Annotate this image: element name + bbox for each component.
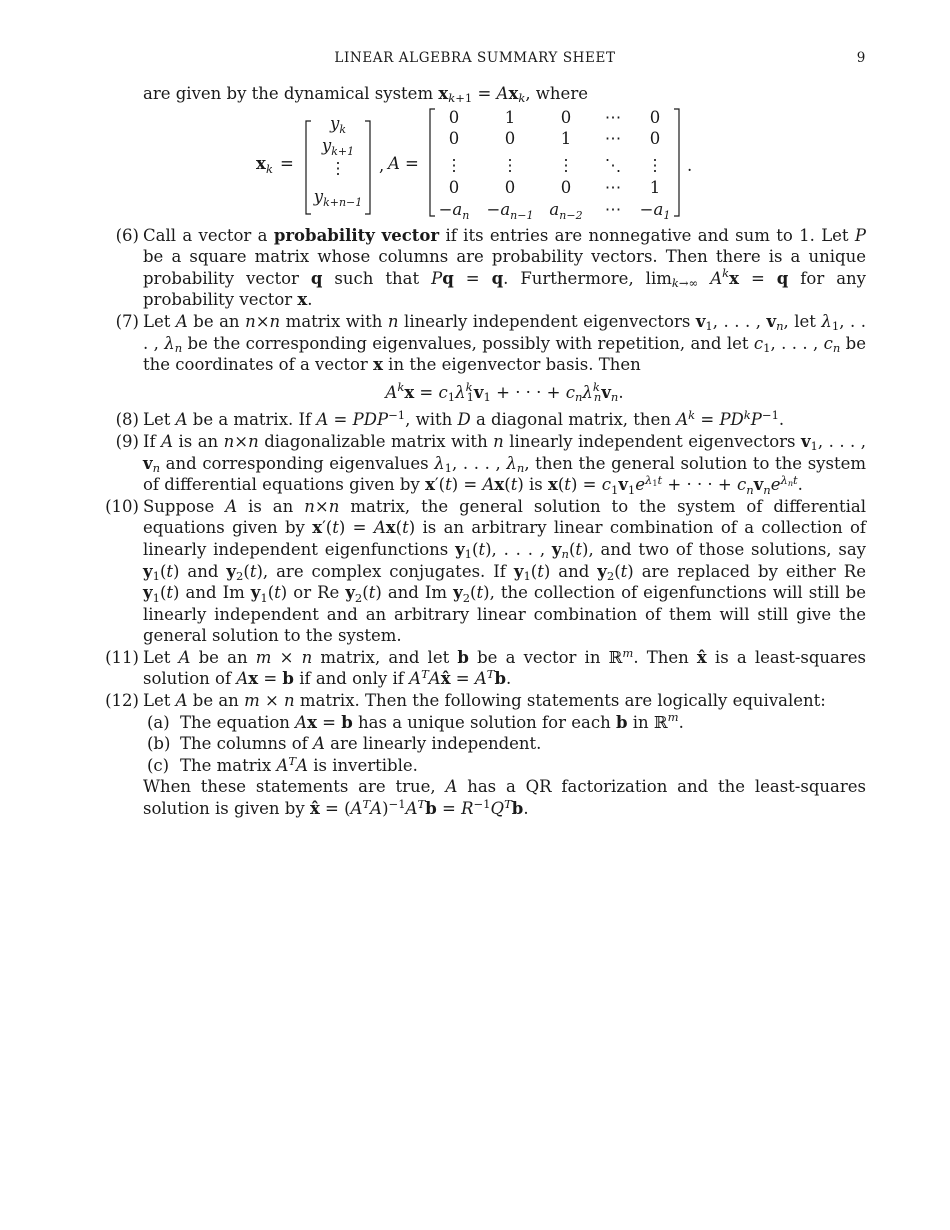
svg-text:=: = <box>405 153 419 173</box>
svg-text:.: . <box>687 155 693 175</box>
item-number: (12) <box>105 691 139 711</box>
item-11: (11) Let A be an m × n matrix, and let b be a vector in ℝ$^m$. Then x̂ is a least-squares solution of Ax = b if and only if $A^TAx̂ = A^Tb$. <box>143 647 866 690</box>
item-number: (10) <box>105 496 139 516</box>
page-body <box>105 83 867 820</box>
sub-item-b: (b) The columns of A are linearly independent. <box>147 734 542 754</box>
svg-text:k: k <box>266 161 273 176</box>
A-label: A <box>388 153 400 173</box>
xk-vector <box>313 114 363 209</box>
item-10: (10) Suppose A is an n×n matrix, the general solution to the system of differential equations given by x′(t) = Ax(t) is an arbitrary linear combination of a collection of linearly independent eigenfunctions $y_1(t)$, . . . , $y_n(t)$, and two of those solutions, say $y_1(t)$ and $y_2(t)$, are complex conjugates. If $y_1(t)$ and $y_2(t)$ are replaced by either Re $y_1(t)$ and Im $y_1(t)$ or Re $y_2(t)$ and Im $y_2(t)$, the collection of eigenfunctions will still be linearly independent and an arbitrary linear combination of them will still give the general solution to the system. <box>143 496 866 647</box>
A-matrix-entry: 0 <box>504 177 516 197</box>
A-matrix-entry: ⋮ <box>646 155 664 175</box>
xk-vector-entry: $y_k$ <box>330 113 346 136</box>
page-number: 9 <box>856 50 866 66</box>
intro-line: are given by the dynamical system $x_{k+1} = Ax_k$, where <box>143 84 588 106</box>
item-number: (9) <box>115 431 139 451</box>
A-matrix-entry: 0 <box>448 177 460 197</box>
item-8: (8) Let A be a matrix. If $A = PDP^{-1}$, with D a diagonal matrix, then $A^k = PD^kP^{-1}$. <box>143 409 866 431</box>
A-matrix-entry: ⋱ <box>604 155 622 175</box>
item-number: (6) <box>115 225 139 245</box>
A-matrix-entry: 0 <box>560 177 572 197</box>
item-12-closing: When these statements are true, A has a QR factorization and the least-squares solution is given by x̂ = $(A^TA)^{-1}A^Tb = R^{-1}Q^Tb$. <box>143 777 866 819</box>
eigen-expansion-formula: $A^kx = c_1\lambda^k_1v_1$ + · · · + $c_n\lambda^k_nv_n$. <box>385 380 624 405</box>
A-matrix-entry: $a_{n-2}$ <box>549 199 583 219</box>
A-matrix-entry: 0 <box>649 128 661 148</box>
A-matrix-entry: ⋯ <box>604 199 622 219</box>
sub-item-a: (a) The equation Ax = b has a unique solution for each b in ℝ$^m$. <box>147 710 684 732</box>
A-matrix-entry: 0 <box>560 107 572 127</box>
A-matrix-entry: ⋯ <box>604 107 622 127</box>
item-12: (12) Let A be an m × n matrix. Then the following statements are logically equivalent: (a) The equation Ax = b has a unique solution for each b in ℝ$^m$. (b) The columns of A are linearly independent. (c) The matrix $A^TA$ is invertible. When these statements are true, A has a QR factorization and the least-squares solution is given by x̂ = $(A^TA)^{-1}A^Tb = R^{-1}Q^Tb$. <box>143 690 866 820</box>
A-matrix-entry: 1 <box>560 128 572 148</box>
A-matrix-entry: ⋯ <box>604 128 622 148</box>
item-number: (11) <box>105 647 139 667</box>
svg-text:,: , <box>379 155 385 175</box>
svg-text:=: = <box>280 153 294 173</box>
A-matrix-entry: $-a_n$ <box>438 199 470 219</box>
item-number: (8) <box>115 410 139 430</box>
xk-vector-entry: ⋮ <box>329 158 347 178</box>
sub-item-c: (c) The matrix $A^TA$ is invertible. <box>147 753 418 775</box>
item-6: (6) Call a vector a probability vector if its entries are nonnegative and sum to 1. Let P be a square matrix whose columns are probability vectors. Then there is a unique probability vector q such that Pq = q. Furthermore, $\lim_{k\to\infty} A^kx = q$ for any probability vector x. <box>143 225 866 311</box>
item-number: (7) <box>115 311 139 331</box>
item-7: (7) Let A be an n×n matrix with n linearly independent eigenvectors $v_1$, . . . , $v_n$, let $\lambda_1$, . . . , $\lambda_n$ be the corresponding eigenvalues, possibly with repetition, and let $c_1$, . . . , $c_n$ be the coordinates of a vector x in the eigenvector basis. Then $A^kx = c_1\lambda^k_1v_1$ + · · · + $c_n\lambda^k_nv_n$. <box>143 311 866 403</box>
xk-vector-entry: $y_{k+n-1}$ <box>313 186 363 209</box>
companion-matrix-display <box>143 107 866 219</box>
A-matrix <box>439 108 671 219</box>
A-matrix-entry: 0 <box>448 128 460 148</box>
xk-label: x <box>256 153 266 173</box>
A-matrix-entry: 1 <box>649 177 661 197</box>
A-matrix-entry: 0 <box>448 107 460 127</box>
A-matrix-entry: 0 <box>504 128 516 148</box>
xk-vector-entry: $y_{k+1}$ <box>321 135 355 158</box>
A-matrix-entry: ⋯ <box>604 177 622 197</box>
A-matrix-entry: 0 <box>649 107 661 127</box>
A-matrix-entry: ⋮ <box>445 155 463 175</box>
A-matrix-entry: ⋮ <box>557 155 575 175</box>
A-matrix-entry: $-a_1$ <box>639 199 671 219</box>
A-matrix-entry: ⋮ <box>501 155 519 175</box>
matrix-equation <box>143 107 866 219</box>
A-matrix-entry: 1 <box>504 107 516 127</box>
item-9: (9) If A is an n×n diagonalizable matrix with n linearly independent eigenvectors $v_1$, . . . , $v_n$ and corresponding eigenvalues $\lambda_1$, . . . , $\lambda_n$, then the general solution to the system of differential equations given by x′(t) = Ax(t) is $x(t) = c_1v_1e^{\lambda_1t}$ + · · · + $c_nv_ne^{\lambda_nt}$. <box>143 431 866 496</box>
A-matrix-entry: $-a_{n-1}$ <box>486 199 534 219</box>
header-title: LINEAR ALGEBRA SUMMARY SHEET <box>334 50 616 66</box>
